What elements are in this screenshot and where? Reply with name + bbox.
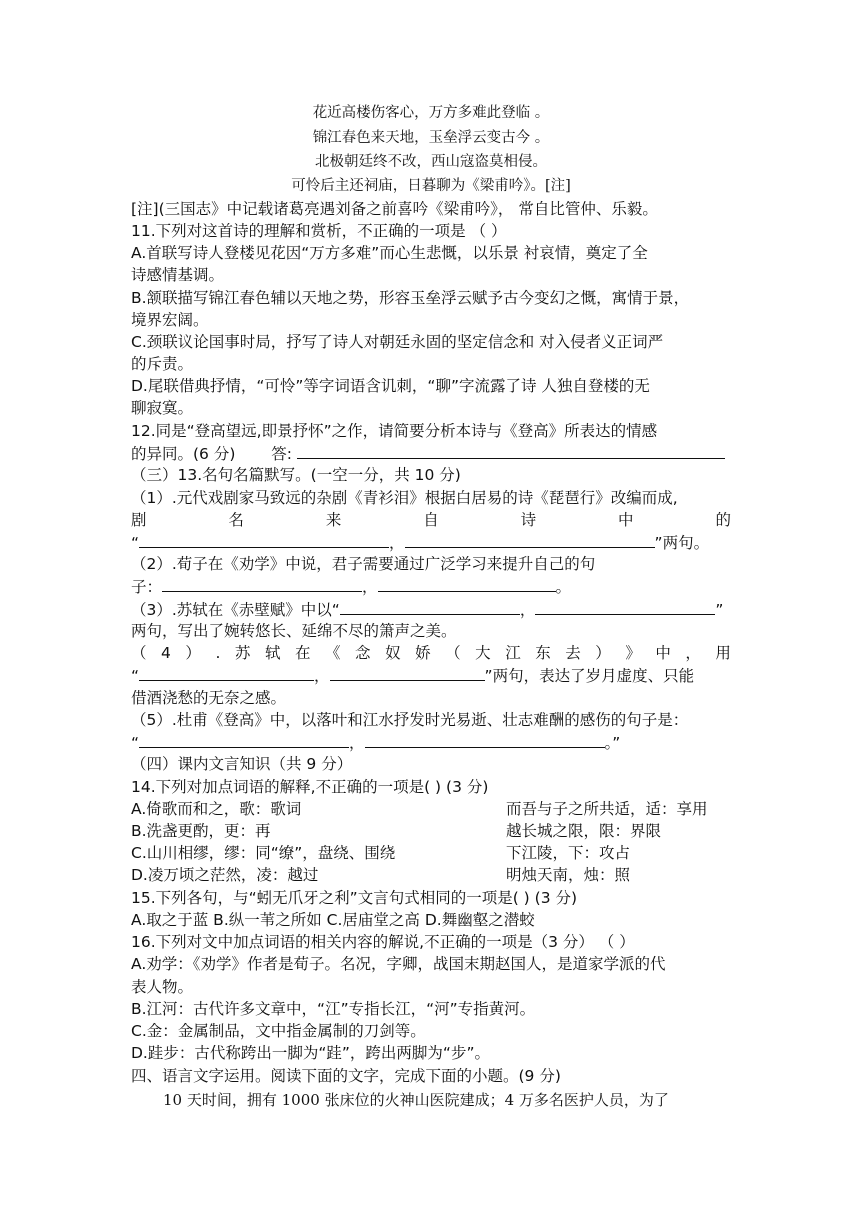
- q12-line2: [131, 443, 731, 464]
- q14-option-left: D.凌万顷之茫然，凌：越过: [131, 866, 319, 884]
- section5-heading: 四、语言文字运用。阅读下面的文字，完成下面的小题。(9 分): [131, 1067, 561, 1085]
- spaced-char: .: [215, 644, 221, 662]
- spaced-char: 念: [355, 644, 371, 662]
- q11-option-c-line2: 的斥责。: [131, 355, 194, 373]
- item3-line2: 两句，写出了婉转悠长、延绵不尽的箫声之美。: [131, 622, 457, 640]
- quote-open: “: [131, 667, 140, 685]
- q16-option-a-line1: A.劝学：《劝学》作者是荀子。名况，字卿，战国末期赵国人，是道家学派的代: [131, 955, 666, 973]
- spaced-char: 江: [505, 644, 521, 662]
- spaced-char: 的: [715, 511, 731, 529]
- poem-line-2: 锦江春色来天地，玉垒浮云变古今 。: [312, 130, 550, 146]
- item3-blank-2[interactable]: [535, 599, 715, 615]
- spaced-char: 名: [228, 511, 244, 529]
- comma: ，: [314, 667, 330, 685]
- q14-option-right: 而吾与子之所共适，适：享用: [506, 800, 708, 818]
- spaced-char: 诗: [520, 511, 537, 529]
- item5-line2: [131, 732, 731, 753]
- spaced-char: ）: [595, 644, 611, 662]
- q14-option-c: [131, 843, 731, 863]
- q14-option-left: B.洗盏更酌，更：再: [131, 822, 271, 840]
- q11-option-a-line1: A.首联写诗人登楼见花因“万方多难”而心生悲慨，以乐景 衬哀情，奠定了全: [131, 244, 648, 262]
- q12-score: 的异同。(6 分): [131, 445, 236, 463]
- q11-option-d-line2: 聊寂寞。: [131, 399, 194, 417]
- item5-blank-2[interactable]: [365, 732, 605, 748]
- item3-blank-1[interactable]: [340, 599, 520, 615]
- section3-heading: （三）13.名句名篇默写。(一空一分，共 10 分): [131, 466, 461, 484]
- item4-line2: [131, 665, 731, 686]
- spaced-char: 东: [535, 644, 551, 662]
- spaced-char: 剧: [131, 511, 147, 529]
- q14-option-right: 越长城之限，限：界限: [506, 822, 662, 840]
- spaced-char: （: [131, 644, 147, 662]
- item1-blank-2[interactable]: [405, 532, 655, 548]
- spaced-char: 》: [625, 644, 641, 662]
- item1-line1: （1）.元代戏剧家马致远的杂剧《青衫泪》根据白居易的诗《琵琶行》改编而成,: [131, 489, 678, 507]
- spaced-char: 4: [161, 644, 171, 662]
- item2-line2: [131, 576, 731, 597]
- quote-open: “: [131, 534, 140, 552]
- spaced-char: 自: [423, 511, 439, 529]
- spaced-char: 中: [618, 511, 634, 529]
- item2-blank-2[interactable]: [378, 576, 556, 592]
- quote-open: “: [131, 734, 140, 752]
- q14-option-right: 明烛天南，烛：照: [506, 866, 631, 884]
- comma: ，: [519, 601, 536, 619]
- item1-line2: [131, 510, 731, 530]
- spaced-char: 来: [325, 511, 342, 529]
- q11-option-b-line2: 境界宏阔。: [131, 311, 209, 329]
- q16-option-d: D.跬步：古代称跨出一脚为“跬”，跨出两脚为“步”。: [131, 1044, 490, 1062]
- spaced-char: 娇: [415, 644, 431, 662]
- spaced-char: 去: [565, 644, 581, 662]
- q11-option-c-line1: C.颈联议论国事时局，抒写了诗人对朝廷永固的坚定信念和 对入侵者义正词严: [131, 333, 664, 351]
- spaced-char: （: [445, 644, 461, 662]
- q11-option-b-line1: B.颔联描写锦江春色辅以天地之势，形容玉垒浮云赋予古今变幻之慨，寓情于景，: [131, 289, 690, 307]
- item5-blank-1[interactable]: [139, 732, 349, 748]
- q14-option-right: 下江陵，下：攻占: [506, 844, 631, 862]
- quote-close: 。”: [604, 734, 621, 752]
- q14-option-left: A.倚歌而和之，歌：歌词: [131, 800, 302, 818]
- prefix: （3）.苏轼在《赤壁赋》中以“: [131, 601, 340, 619]
- item4-blank-1[interactable]: [139, 665, 314, 681]
- q11-option-d-line1: D.尾联借典抒情，“可怜”等字词语含讥刺，“聊”字流露了诗 人独自登楼的无: [131, 377, 650, 395]
- poem-line-1: 花近高楼伤客心，万方多难此登临 。: [312, 105, 550, 121]
- q12-answer-blank[interactable]: [297, 443, 725, 459]
- spaced-char: 奴: [385, 644, 401, 662]
- q16-option-b: B.江河：古代许多文章中，“江”专指长江，“河”专指黄河。: [131, 1000, 536, 1018]
- q14-stem: 14.下列对加点词语的解释,不正确的一项是( ) (3 分): [131, 778, 489, 796]
- q15-stem: 15.下列各句，与“蚓无爪牙之利”文言句式相同的一项是( ) (3 分): [131, 889, 578, 907]
- spaced-char: 轼: [264, 644, 281, 662]
- quote-close: ”: [715, 601, 724, 619]
- poem-line-3: 北极朝廷终不改，西山寇盗莫相侵。: [315, 154, 547, 170]
- comma: ，: [362, 578, 378, 596]
- spaced-char: ，: [685, 644, 701, 662]
- q11-option-a-line2: 诗感情基调。: [131, 266, 225, 284]
- item4-line3: 借酒浇愁的无奈之感。: [131, 689, 287, 707]
- item4-line1: [131, 643, 731, 663]
- item1-line3: [131, 532, 731, 553]
- spaced-char: ）: [185, 644, 201, 662]
- spaced-char: 《: [325, 644, 341, 662]
- quote-close: ”两句。: [654, 534, 710, 552]
- item4-tail: ”两句，表达了岁月虚度、只能: [484, 667, 695, 685]
- spaced-char: 中: [655, 644, 671, 662]
- q14-option-b: [131, 821, 731, 841]
- prefix: 子：: [131, 578, 163, 596]
- passage-line1: 10 天时间，拥有 1000 张床位的火神山医院建成；4 万多名医护人员，为了: [163, 1091, 669, 1109]
- spaced-char: 在: [294, 644, 311, 662]
- item4-blank-2[interactable]: [330, 665, 485, 681]
- poem-note: [注](三国志》中记载诸葛亮遇刘备之前喜吟《梁甫吟》， 常自比管仲、乐毅。: [131, 200, 658, 218]
- item2-line1: （2）.荀子在《劝学》中说，君子需要通过广泛学习来提升自己的句: [131, 555, 596, 573]
- q14-option-d: [131, 865, 731, 885]
- spaced-char: 大: [475, 644, 491, 662]
- q11-stem: 11.下列对这首诗的理解和赏析，不正确的一项是 （ ）: [131, 222, 507, 240]
- period: 。: [555, 578, 572, 596]
- q14-option-left: C.山川相缪，缪：同“缭”，盘绕、围绕: [131, 844, 396, 862]
- comma: ，: [389, 534, 405, 552]
- spaced-char: 用: [715, 644, 731, 662]
- section4-heading: （四）课内文言知识（共 9 分）: [131, 755, 353, 773]
- q16-option-a-line2: 表人物。: [131, 978, 194, 996]
- item5-line1: （5）.杜甫《登高》中，以落叶和江水抒发时光易逝、壮志难酬的感伤的句子是：: [131, 711, 689, 729]
- spaced-char: 苏: [234, 644, 251, 662]
- comma: ，: [349, 734, 365, 752]
- q16-stem: 16.下列对文中加点词语的相关内容的解说,不正确的一项是（3 分） （ ）: [131, 933, 635, 951]
- item3-line1: [131, 599, 731, 620]
- q12-stem: 12.同是“登高望远,即景抒怀”之作，请简要分析本诗与《登高》所表达的情感: [131, 422, 658, 440]
- item2-blank-1[interactable]: [162, 576, 362, 592]
- q16-option-c: C.金：金属制品，文中指金属制的刀剑等。: [131, 1022, 426, 1040]
- q15-options: A.取之于蓝 B.纵一苇之所如 C.居庙堂之高 D.舞幽壑之潜蛟: [131, 911, 535, 929]
- q14-option-a: [131, 799, 731, 819]
- item1-blank-1[interactable]: [139, 532, 389, 548]
- poem-line-4: 可怜后主还祠庙，日暮聊为《梁甫吟》。[注]: [291, 178, 571, 194]
- q12-answer-label: 答:: [271, 445, 292, 463]
